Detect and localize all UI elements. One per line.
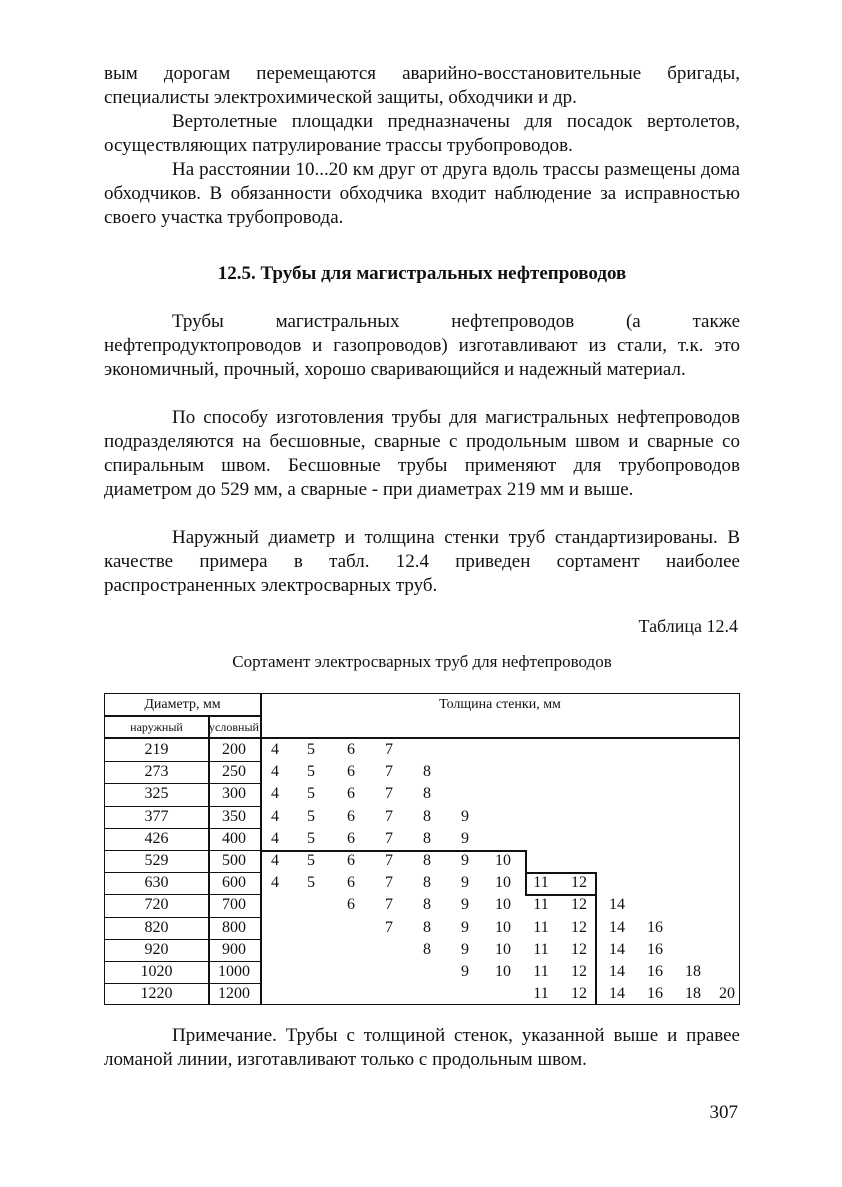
cell-wall-thickness: 8: [423, 918, 431, 936]
cell-nominal-diameter: 350: [222, 807, 246, 825]
cell-wall-thickness: 7: [385, 896, 393, 914]
cell-wall-thickness: 6: [347, 763, 355, 781]
cell-outer-diameter: 920: [144, 940, 169, 958]
table-title: Сортамент электросварных труб для нефтепроводов: [232, 652, 612, 671]
header-diameter: Диаметр, мм: [144, 697, 221, 712]
cell-wall-thickness: 11: [533, 896, 549, 914]
cell-nominal-diameter: 900: [222, 940, 246, 958]
row-divider: [105, 961, 260, 962]
cell-outer-diameter: 426: [144, 829, 169, 847]
cell-wall-thickness: 5: [307, 807, 315, 825]
cell-wall-thickness: 4: [271, 829, 279, 847]
cell-outer-diameter: 1020: [140, 963, 173, 980]
cell-wall-thickness: 8: [423, 874, 431, 892]
cell-wall-thickness: 7: [385, 807, 393, 825]
cell-wall-thickness: 12: [571, 963, 587, 980]
seam-boundary-line: [595, 872, 597, 894]
section-paragraph-3: Наружный диаметр и толщина стенки труб стандартизированы. В качестве примера в табл. 12.4 приведен сортамент наиболее распространенных электросварных труб.: [104, 527, 740, 596]
cell-wall-thickness: 18: [685, 963, 701, 980]
cell-wall-thickness: 7: [385, 741, 393, 758]
cell-wall-thickness: 16: [647, 940, 663, 958]
cell-outer-diameter: 820: [144, 918, 169, 936]
cell-wall-thickness: 7: [385, 874, 393, 892]
section-paragraph-2: По способу изготовления трубы для магистральных нефтепроводов подразделяются на бесшовные, сварные с продольным швом и сварные со спиральным швом. Бесшовные трубы применяют для трубопроводов диаметром до 529 мм, а сварные - при диаметрах 219 мм и выше.: [104, 407, 740, 500]
table-note: Примечание. Трубы с толщиной стенок, указанной выше и правее ломаной линии, изготавливают только с продольным швом.: [104, 1025, 740, 1070]
cell-wall-thickness: 16: [647, 963, 663, 980]
cell-wall-thickness: 8: [423, 763, 431, 781]
cell-wall-thickness: 8: [423, 940, 431, 958]
cell-outer-diameter: 325: [144, 785, 169, 803]
paragraph-2: Вертолетные площадки предназначены для посадок вертолетов, осуществляющих патрулирование трассы трубопроводов.: [104, 111, 740, 156]
seam-boundary-line: [260, 850, 525, 852]
cell-wall-thickness: 14: [609, 896, 625, 914]
cell-wall-thickness: 20: [719, 985, 735, 1003]
cell-wall-thickness: 5: [307, 852, 315, 869]
row-divider: [105, 850, 260, 851]
header-outer: наружный: [130, 720, 183, 734]
cell-wall-thickness: 6: [347, 741, 355, 758]
cell-wall-thickness: 9: [461, 918, 469, 936]
cell-wall-thickness: 6: [347, 829, 355, 847]
cell-wall-thickness: 9: [461, 829, 469, 847]
page-number: 307: [709, 1102, 738, 1123]
table-label: Таблица 12.4: [638, 616, 738, 636]
cell-wall-thickness: 9: [461, 963, 469, 980]
cell-wall-thickness: 5: [307, 763, 315, 781]
seam-boundary-line: [595, 894, 597, 1005]
cell-nominal-diameter: 200: [222, 741, 246, 758]
cell-wall-thickness: 6: [347, 785, 355, 803]
cell-wall-thickness: 11: [533, 940, 549, 958]
cell-wall-thickness: 18: [685, 985, 701, 1003]
cell-wall-thickness: 12: [571, 874, 587, 892]
header-nominal: условный: [209, 720, 259, 734]
row-divider: [105, 894, 260, 895]
cell-wall-thickness: 9: [461, 807, 469, 825]
cell-wall-thickness: 12: [571, 985, 587, 1003]
cell-wall-thickness: 12: [571, 918, 587, 936]
cell-wall-thickness: 11: [533, 918, 549, 936]
cell-wall-thickness: 5: [307, 741, 315, 758]
section-heading: 12.5. Трубы для магистральных нефтепроводов: [217, 263, 627, 284]
cell-wall-thickness: 4: [271, 852, 279, 869]
header-divider: [105, 715, 260, 717]
cell-wall-thickness: 5: [307, 785, 315, 803]
cell-wall-thickness: 4: [271, 874, 279, 892]
cell-outer-diameter: 219: [144, 741, 169, 758]
cell-wall-thickness: 7: [385, 829, 393, 847]
cell-wall-thickness: 16: [647, 918, 663, 936]
cell-wall-thickness: 10: [495, 874, 511, 892]
cell-wall-thickness: 8: [423, 896, 431, 914]
seam-boundary-line: [525, 894, 595, 896]
cell-wall-thickness: 4: [271, 763, 279, 781]
cell-nominal-diameter: 400: [222, 829, 246, 847]
cell-outer-diameter: 720: [144, 896, 169, 914]
cell-wall-thickness: 9: [461, 896, 469, 914]
cell-wall-thickness: 10: [495, 963, 511, 980]
section-paragraph-1: Трубы магистральных нефтепроводов (а также нефтепродуктопроводов и газопроводов) изготавливают из стали, т.к. это экономичный, прочный, хорошо сваривающийся и надежный материал.: [104, 311, 740, 380]
cell-wall-thickness: 14: [609, 963, 625, 980]
cell-wall-thickness: 7: [385, 918, 393, 936]
cell-wall-thickness: 11: [533, 874, 549, 892]
cell-wall-thickness: 8: [423, 785, 431, 803]
cell-wall-thickness: 6: [347, 852, 355, 869]
cell-nominal-diameter: 800: [222, 918, 246, 936]
row-divider: [105, 806, 260, 807]
cell-wall-thickness: 8: [423, 807, 431, 825]
cell-wall-thickness: 7: [385, 852, 393, 869]
cell-nominal-diameter: 1000: [218, 963, 250, 980]
row-divider: [105, 783, 260, 784]
cell-nominal-diameter: 600: [222, 874, 246, 892]
cell-nominal-diameter: 500: [222, 852, 246, 869]
header-thickness: Толщина стенки, мм: [439, 697, 561, 712]
cell-wall-thickness: 6: [347, 874, 355, 892]
cell-wall-thickness: 7: [385, 785, 393, 803]
cell-wall-thickness: 12: [571, 896, 587, 914]
cell-outer-diameter: 377: [144, 807, 169, 825]
cell-wall-thickness: 5: [307, 829, 315, 847]
cell-outer-diameter: 630: [144, 874, 169, 892]
row-divider: [105, 983, 260, 984]
row-divider: [105, 828, 260, 829]
cell-wall-thickness: 14: [609, 918, 625, 936]
row-divider: [105, 761, 260, 762]
cell-wall-thickness: 6: [347, 896, 355, 914]
cell-wall-thickness: 11: [533, 985, 549, 1003]
cell-wall-thickness: 9: [461, 940, 469, 958]
cell-outer-diameter: 1220: [140, 985, 173, 1003]
cell-wall-thickness: 16: [647, 985, 663, 1003]
cell-wall-thickness: 11: [533, 963, 549, 980]
row-divider: [105, 917, 260, 918]
cell-wall-thickness: 12: [571, 940, 587, 958]
cell-wall-thickness: 4: [271, 807, 279, 825]
cell-wall-thickness: 9: [461, 874, 469, 892]
cell-wall-thickness: 10: [495, 940, 511, 958]
cell-nominal-diameter: 300: [222, 785, 246, 803]
cell-wall-thickness: 4: [271, 741, 279, 758]
cell-wall-thickness: 6: [347, 807, 355, 825]
cell-wall-thickness: 10: [495, 852, 511, 869]
paragraph-3: На расстоянии 10...20 км друг от друга вдоль трассы размещены дома обходчиков. В обязанности обходчика входит наблюдение за исправностью своего участка трубопровода.: [104, 159, 740, 228]
cell-wall-thickness: 4: [271, 785, 279, 803]
row-divider: [105, 939, 260, 940]
cell-nominal-diameter: 700: [222, 896, 246, 914]
row-divider: [105, 872, 260, 873]
cell-wall-thickness: 10: [495, 918, 511, 936]
cell-wall-thickness: 10: [495, 896, 511, 914]
pipe-assortment-table: [104, 693, 740, 1005]
cell-nominal-diameter: 250: [222, 763, 246, 781]
cell-wall-thickness: 9: [461, 852, 469, 869]
cell-wall-thickness: 8: [423, 852, 431, 869]
cell-outer-diameter: 273: [144, 763, 169, 781]
cell-nominal-diameter: 1200: [218, 985, 250, 1003]
paragraph-1: вым дорогам перемещаются аварийно-восстановительные бригады, специалисты электрохимической защиты, обходчики и др.: [104, 63, 740, 108]
cell-wall-thickness: 7: [385, 763, 393, 781]
cell-wall-thickness: 5: [307, 874, 315, 892]
cell-wall-thickness: 14: [609, 940, 625, 958]
seam-boundary-line: [525, 872, 595, 874]
cell-wall-thickness: 14: [609, 985, 625, 1003]
cell-wall-thickness: 8: [423, 829, 431, 847]
cell-outer-diameter: 529: [144, 852, 169, 869]
